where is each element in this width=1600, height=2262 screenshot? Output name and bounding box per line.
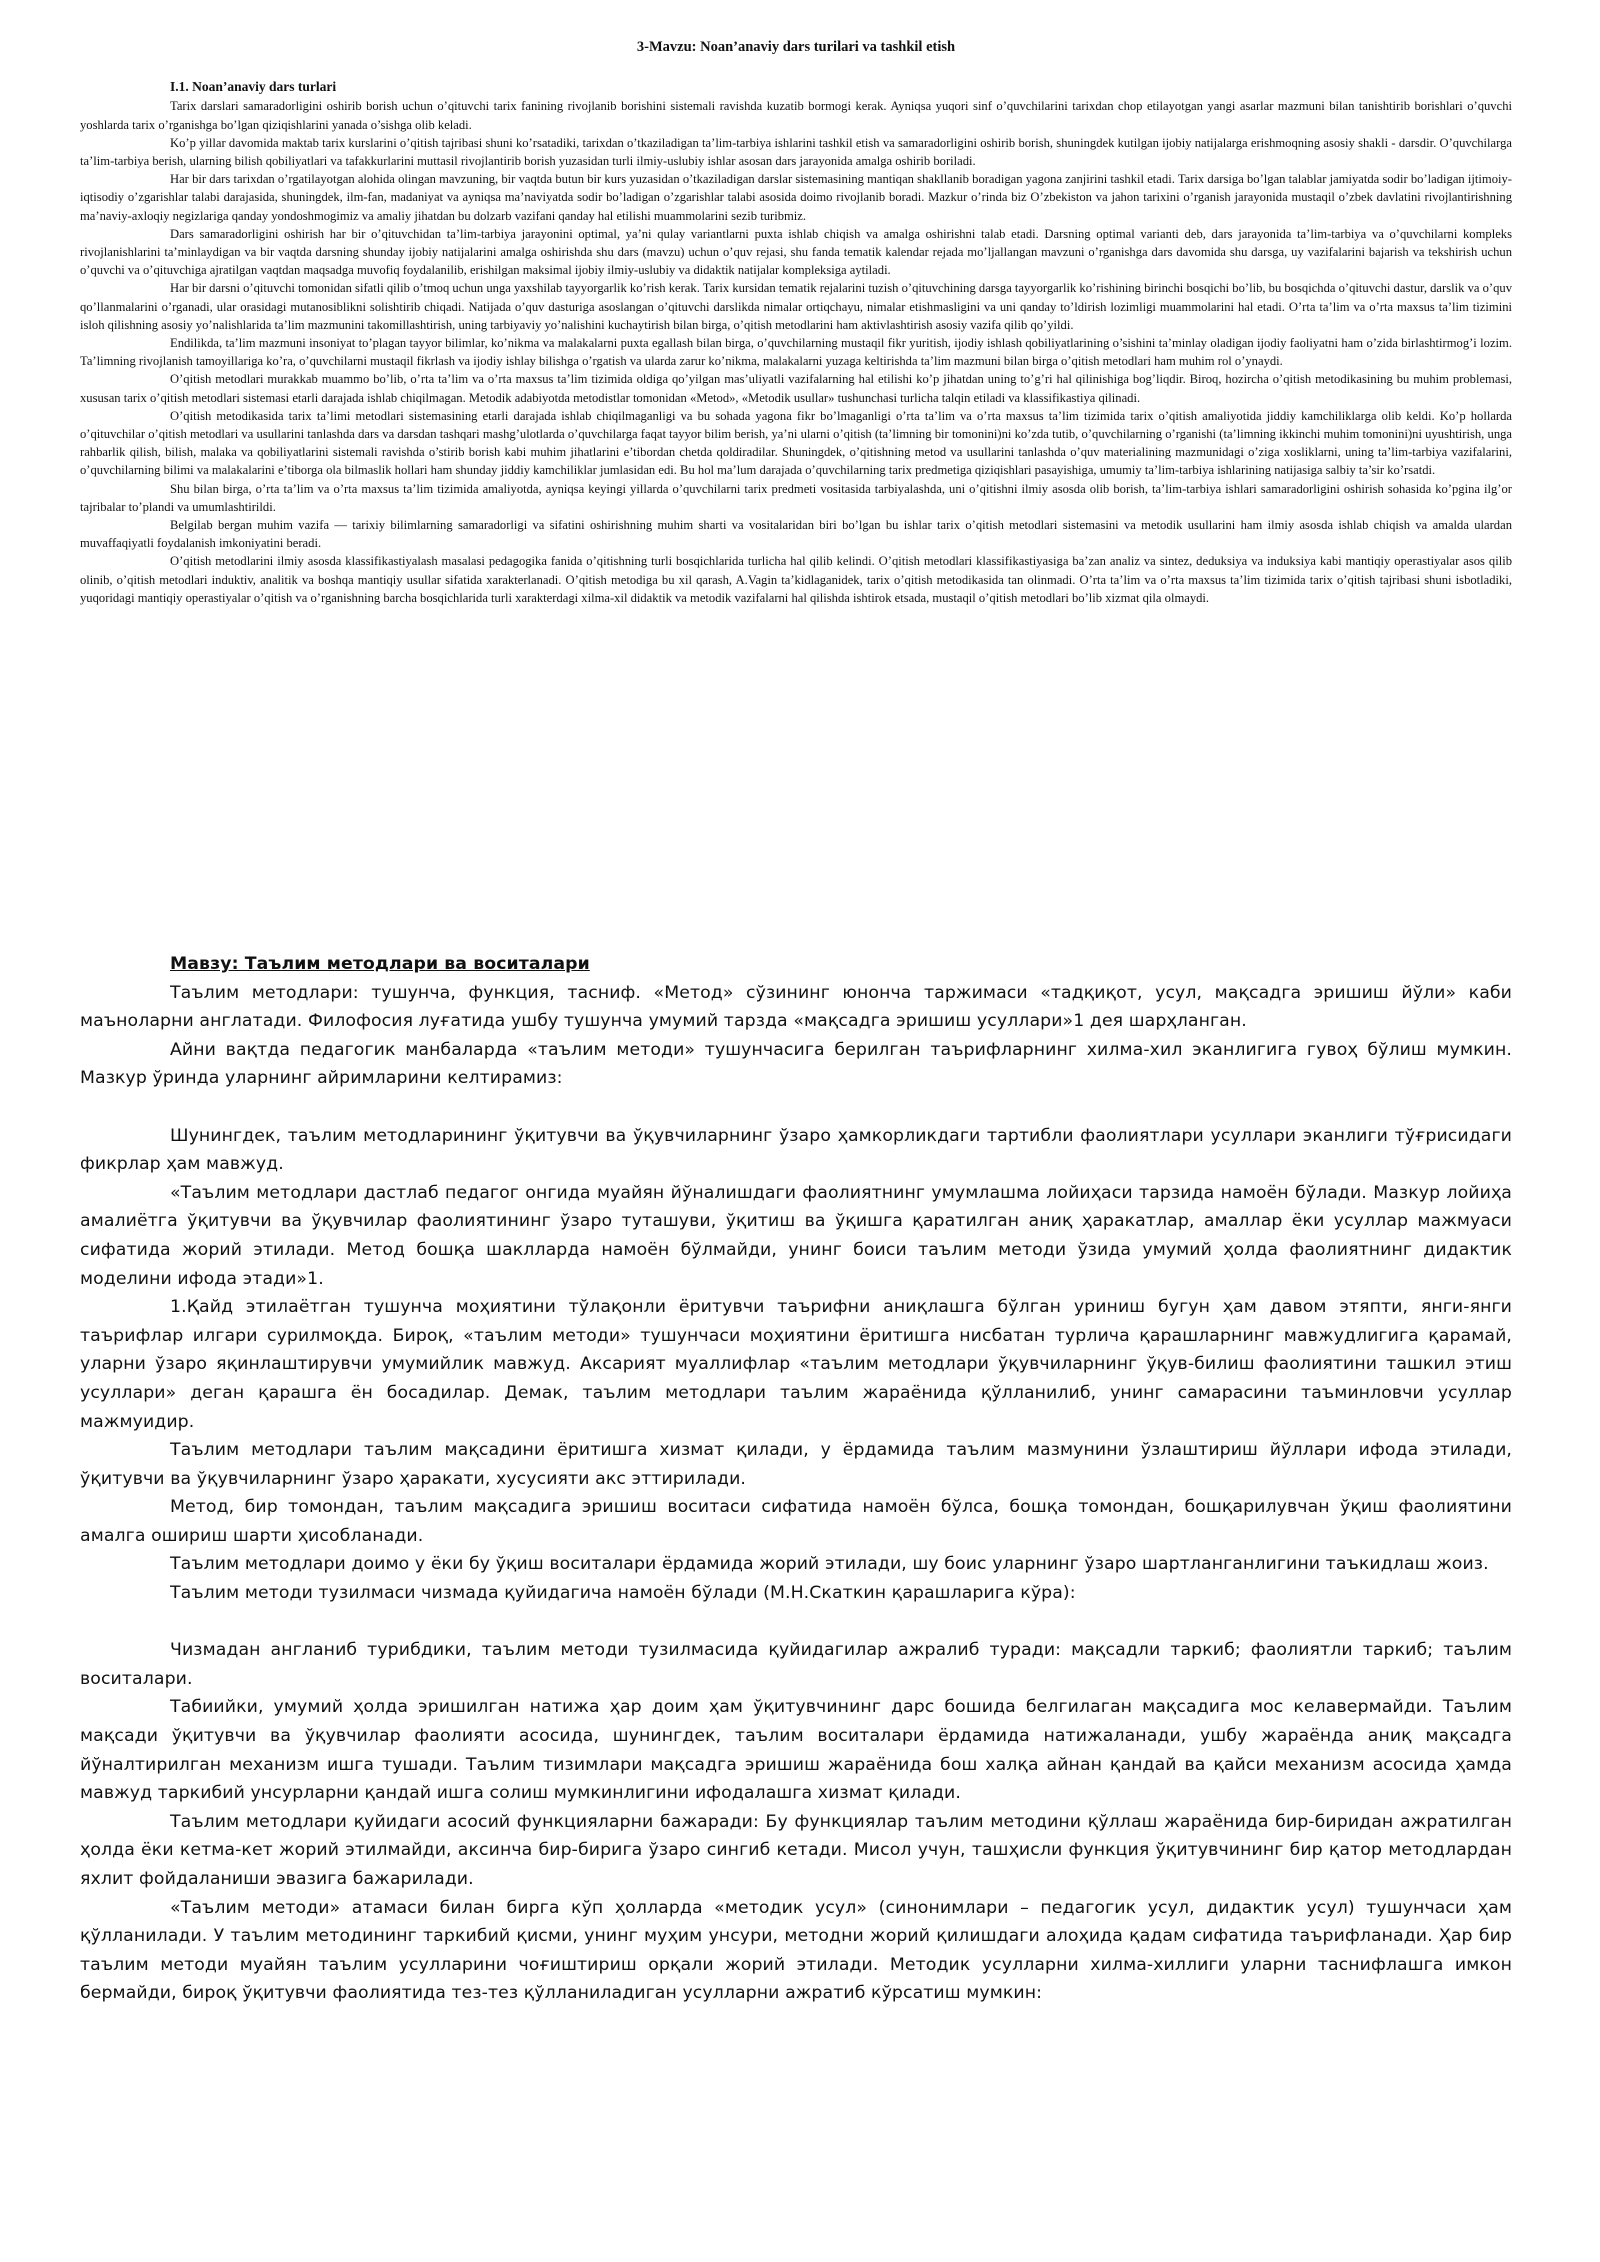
section-title: Мавзу: Таълим методлари ва воситалари: [170, 954, 590, 974]
paragraph: «Таълим методлари дастлаб педагог онгида муайян йўналишдаги фаолиятнинг умумлашма лойиҳаси тарзида намоён бўлади. Мазкур лойиҳа амалиётга ўқитувчи ва ўқувчилар фаолиятининг ўзаро туташуви, ўқитиш ва ўқишга қаратилган аниқ ҳаракатлар, амаллар ёки усуллар мажмуаси сифатида жорий этилади. Метод бошқа шаклларда намоён бўлмайди, унинг боиси таълим методи ўзида умумий ҳолда фаолиятнинг дидактик моделини ифода этади»1.: [80, 1182, 1512, 1289]
paragraph: Таълим методлари доимо у ёки бу ўқиш воситалари ёрдамида жорий этилади, шу боис уларнинг ўзаро шартланганлигини таъкидлаш жоиз.: [170, 1554, 1489, 1575]
paragraph: Шунингдек, таълим методларининг ўқитувчи ва ўқувчиларнинг ўзаро ҳамкорликдаги тартибли фаолиятлари усуллари эканлиги тўғрисидаги фикрлар ҳам мавжуд.: [80, 1125, 1512, 1175]
paragraph: O’qitish metodlari murakkab muammo bo’lib, o’rta ta’lim va o’rta maxsus ta’lim tizimida oldiga qo’yilgan mas’uliyatli vazifalarning hal etilishi ko’p jihatdan uning to’g’ri hal qilinishiga bog’liqdir. Biroq, hozircha o’qitish metodikasining bu muhim problemasi, xususan tarix o’qitish metodlari sistemasi etarli darajada ishlab chiqilmagan. Metodik adabiyotda metodistlar tomonidan «Metod», «Metodik usullar» tushunchasi turlicha talqin etiladi va klassifikastiya qilinadi.: [80, 372, 1512, 405]
paragraph: Айни вақтда педагогик манбаларда «таълим методи» тушунчасига берилган таърифларнинг хилма-хил эканлигига гувоҳ бўлиш мумкин. Мазкур ўринда уларнинг айримларини келтирамиз:: [80, 1039, 1512, 1089]
subheading: I.1. Noan’anaviy dars turlari: [170, 79, 337, 95]
paragraph: Shu bilan birga, o’rta ta’lim va o’rta maxsus ta’lim tizimida amaliyotda, ayniqsa keyingi yillarda o’quvchilarni tarix predmeti vositasida tarbiyalashda, uni o’qitishni ilmiy asosda olib borish, ta’lim-tarbiya ishlari samaradorligini oshirish sohasida ko’pgina ilg’or tajribalar to’plandi va umumlashtirildi.: [80, 481, 1512, 514]
blank-gap: [80, 1608, 1512, 1637]
paragraph: Таълим методлари: тушунча, функция, тасниф. «Метод» сўзининг юнонча таржимаси «тадқиқот, усул, мақсадга эришиш йўли» каби маъноларни англатади. Филофосия луғатида ушбу тушунча умумий тарзда «мақсадга эришиш усуллари»1 дея шарҳланган.: [80, 982, 1512, 1032]
blank-gap: [80, 1093, 1512, 1122]
paragraph: Endilikda, ta’lim mazmuni insoniyat to’plagan tayyor bilimlar, ko’nikma va malakalarni puxta egallash bilan birga, o’quvchilarning mustaqil fikr yuritish, ijodiy ishlash qobiliyatlarining o’sishini ta’minlay oladigan ijodiy faoliyatni ham o’zida birlashtirmog’i lozim. Ta’limning rivojlanish tamoyillariga ko’ra, o’quvchilarni mustaqil fikrlash va ijodiy ishlay bilishga o’rgatish va ularda zarur ko’nikma, malakalarni yuzaga keltirishda ta’lim mazmuni bilan birga o’qitish metodlari ham muhim rol o’ynaydi.: [80, 336, 1512, 369]
paragraph: Har bir dars tarixdan o’rgatilayotgan alohida olingan mavzuning, bir vaqtda butun bir kurs yuzasidan o’tkaziladigan darslar sistemasining mantiqan shakllanib boradigan yagona zanjirini tashkil etadi. Tarix darsiga bo’lgan talablar jamiyatda sodir bo’ladigan ijtimoiy-iqtisodiy o’zgarishlar talabi darajasida, shuningdek, ilm-fan, madaniyat va ayniqsa ma’naviyatda sodir bo’ladigan o’zgarishlar talabi asosida doimo rivojlanib boradi. Mazkur o’rinda biz O’zbekiston va jahon tarixini o’rganish jarayonida mustaqil o’zbek davlatini rivojlantirishning ma’naviy-axloqiy negizlariga qanday yondoshmogimiz va amaliy jihatdan bu dolzarb vazifani qanday hal etilishi muammolarini sezib turibmiz.: [80, 172, 1512, 223]
paragraph: Har bir darsni o’qituvchi tomonidan sifatli qilib o’tmoq uchun unga yaxshilab tayyorgarlik ko’rish kerak. Tarix kursidan tematik rejalarini tuzish o’qituvchining darsga tayyorgarlik ko’rishining birinchi bosqichi bo’lib, bu bosqichda o’qituvchi dastur, darslik va o’quv qo’llanmalarini o’rganadi, ular orasidagi mutanosiblikni solishtirib chiqadi. Natijada o’quv dasturiga asoslangan o’qituvchi darslikda nimalar ortiqchayu, nimalar etishmasligini va uni qanday to’ldirish lozimligi muammolarini hal etadi. O’rta ta’lim va o’rta maxsus ta’lim tizimini isloh qilishning asosiy yo’nalishlarida ta’lim mazmunini takomillashtirish, uning tarbiyaviy yo’nalishini kuchaytirish bilan birga, o’qitish metodlarini ham aktivlashtirish asosiy vazifa qilib qo’yildi.: [80, 281, 1512, 332]
page-title: 3-Mavzu: Noan’anaviy dars turilari va tashkil etish: [636, 39, 956, 55]
paragraph: Dars samaradorligini oshirish har bir o’qituvchidan ta’lim-tarbiya jarayonini optimal, ya’ni qulay variantlarni puxta ishlab chiqish va amalga oshirishni talab etadi. Darsning optimal varianti deb, dars jarayonida ta’lim-tarbiya va o’quvchilarni kompleks rivojlanishlarini ta’minlaydigan va bir vaqtda darsning shunday ijobiy natijalarini amalga oshirishda shu dars (mavzu) uchun o’quv rejasi, shu fanda tematik kalendar rejada mo’ljallangan mavzuni o’rganishga dars davomida shu darsga, uy vazifalarini bajarish va tekshirish uchun o’quvchi va o’qituvchiga ajratilgan vaqtdan maqsadga muvofiq foydalanilib, erishilgan maksimal ijobiy ilmiy-uslubiy va didaktik natijalar kompleksiga aytiladi.: [80, 226, 1512, 278]
paragraph: Ko’p yillar davomida maktab tarix kurslarini o’qitish tajribasi shuni ko’rsatadiki, tarixdan o’tkaziladigan ta’lim-tarbiya ishlarini tashkil etish va samaradorligini oshirib borish, shuningdek kutilgan ijobiy natijalarga erishmoqning asosiy shakli - darsdir. O’quvchilarga ta’lim-tarbiya berish, ularning bilish qobiliyatlari va tafakkurlarini muttasil rivojlantirib borish yuzasidan turli ilmiy-uslubiy ishlar asosan dars jarayonida amalga oshirib boriladi.: [80, 135, 1512, 169]
paragraph: 1.Қайд этилаётган тушунча моҳиятини тўлақонли ёритувчи таърифни аниқлашга бўлган уриниш бугун ҳам давом этяпти, янги-янги таърифлар илгари сурилмоқда. Бироқ, «таълим методи» тушунчаси моҳиятини ёритишга нисбатан турлича қарашларнинг мавжудлигига қарамай, уларни ўзаро яқинлаштирувчи умумийлик мавжуд. Аксарият муаллифлар «таълим методлари ўқувчиларнинг ўқув-билиш фаолиятини ташкил этиш усуллари» деган қарашга ён босадилар. Демак, таълим методлари таълим жараёнида қўлланилиб, унинг самарасини таъминловчи усуллар мажмуидир.: [80, 1297, 1512, 1432]
section-cyrillic: [80, 950, 1512, 2008]
paragraph: Таълим методлари қуйидаги асосий функцияларни бажаради: Бу функциялар таълим методини қўллаш жараёнида бир-биридан ажратилган ҳолда ёки кетма-кет жорий этилмайди, аксинча бир-бирига ўзаро сингиб кетади. Мисол учун, ташҳисли функция ўқитувчининг бир қатор методлардан яхлит фойдаланиши эвазига бажарилади.: [80, 1811, 1512, 1889]
section-latin: [80, 38, 1512, 607]
paragraph: «Таълим методи» атамаси билан бирга кўп ҳолларда «методик усул» (синонимлари – педагогик усул, дидактик усул) тушунчаси ҳам қўлланилади. У таълим методининг таркибий қисми, унинг муҳим унсури, методни жорий қилишдаги алоҳида қадам сифатида таърифланади. Ҳар бир таълим методи муайян таълим усулларини чоғиштириш орқали жорий этилади. Методик усулларни хилма-хиллиги уларни таснифлашга имкон бермайди, бироқ ўқитувчи фаолиятида тез-тез қўлланиладиган усулларни ажратиб кўрсатиш мумкин:: [80, 1897, 1512, 2004]
paragraph: Табиийки, умумий ҳолда эришилган натижа ҳар доим ҳам ўқитувчининг дарс бошида белгилаган мақсадига мос келавермайди. Таълим мақсади ўқитувчи ва ўқувчилар фаолияти асосида, шунингдек, таълим воситалари ёрдамида натижаланади, ушбу жараёнда аниқ мақсадга йўналтирилган механизм ишга тушади. Таълим тизимлари мақсадга эришиш жараёнида бош халқа айнан қандай ва қайси механизм асосида ҳамда мавжуд таркибий унсурларни қандай ишга солиш мумкинлигини ифодалашга хизмат қилади.: [80, 1697, 1512, 1804]
paragraph: Метод, бир томондан, таълим мақсадига эришиш воситаси сифатида намоён бўлса, бошқа томондан, бошқарилувчан ўқиш фаолиятини амалга ошириш шарти ҳисобланади.: [80, 1497, 1512, 1546]
paragraph: Таълим методлари таълим мақсадини ёритишга хизмат қилади, у ёрдамида таълим мазмунини ўзлаштириш йўллари ифода этилади, ўқитувчи ва ўқувчиларнинг ўзаро ҳаракати, хусусияти акс эттирилади.: [80, 1440, 1512, 1489]
paragraph: O’qitish metodlarini ilmiy asosda klassifikastiyalash masalasi pedagogika fanida o’qitishning turli bosqichlarida turlicha hal qilib kelindi. O’qitish metodlari klassifikastiyasiga ba’zan analiz va sintez, deduksiya va induksiya kabi mantiqiy operastiyalar asos qilib olinib, o’qitish metodlari induktiv, analitik va boshqa mantiqiy usullar sifatida xarakterlanadi. O’qitish metodiga bu xil qarash, A.Vagin ta’kidlaganidek, tarix o’qitish metodikasida tan olinmadi. O’rta ta’lim va o’rta maxsus ta’lim tizimida tarix o’qitish tajribasi shuni isbotladiki, yuqoridagi mantiqiy operastiyalar o’qitish va o’rganishning barcha bosqichlarida turli xarakterdagi xilma-xil didaktik va metodik vazifalarni hal qilishda ishtirok etsada, mustaqil o’qitish metodlari bo’lib xizmat qila olmaydi.: [80, 554, 1512, 605]
paragraph: Чизмадан англаниб турибдики, таълим методи тузилмасида қуйидагилар ажралиб туради: мақсадли таркиб; фаолиятли таркиб; таълим воситалари.: [80, 1640, 1512, 1689]
paragraph: Belgilab bergan muhim vazifa — tarixiy bilimlarning samaradorligi va sifatini oshirishning muhim sharti va vositalaridan biri bo’lgan bu ishlar tarix o’qitish metodlari sistemasini va metodik usullarini ham ilmiy asosda ishlab chiqish va amalda ulardan muvaffaqiyatli foydalanish imkoniyatini beradi.: [80, 518, 1512, 551]
paragraph: Tarix darslari samaradorligini oshirib borish uchun o’qituvchi tarix fanining rivojlanib borishini sistemali ravishda kuzatib bormogi kerak. Ayniqsa yuqori sinf o’quvchilarini tarixdan chop etilayotgan yangi asarlar mazmuni bilan tanishtirib borishlari o’quvchi yoshlarda tarix o’rganishga bo’lgan qiziqishlarini yanada o’sishga olib keladi.: [80, 99, 1512, 132]
paragraph: O’qitish metodikasida tarix ta’limi metodlari sistemasining etarli darajada ishlab chiqilmaganligi va bu sohada yagona fikr bo’lmaganligi o’rta ta’lim va o’rta maxsus ta’lim tizimida tarix o’qitish amaliyotida jiddiy kamchiliklarga olib keldi. Ko’p hollarda o’qituvchilar o’qitish metodlari va usullarini tanlashda dars va darsdan tashqari mashg’ulotlarda o’quvchilarga faqat tayyor bilim berish, ya’ni ularni o’qitish (ta’limning bir tomonini)ni ko’zda tutib, o’quvchilarning o’rganishi (ta’limning ikkinchi muhim tomonini)ni uyushtirish, unga rahbarlik qilish, bilish, malaka va qobiliyatlarini sistemali ravishda o’stirib borish kabi muhim jihatlarini e’tibordan chetda qoldiradilar. Shuningdek, o’qitishning metod va usullarini tanlashda o’quv materialining mazmunidagi o’ziga xosliklarni, uning ta’lim-tarbiya vazifalarini, o’quvchilarning bilimi va malakalarini e’tiborga ola bilmaslik hollari ham shunday jiddiy kamchiliklar jumlasidan edi. Bu hol ma’lum darajada o’quvchilarning tarix predmetiga qiziqishlari pasayishiga, umumiy ta’lim-tarbiya ishlarining natijasiga salbiy ta’sir ko’rsatdi.: [80, 408, 1512, 478]
paragraph: Таълим методи тузилмаси чизмада қуйидагича намоён бўлади (М.Н.Скаткин қарашларига кўра):: [170, 1583, 1076, 1604]
